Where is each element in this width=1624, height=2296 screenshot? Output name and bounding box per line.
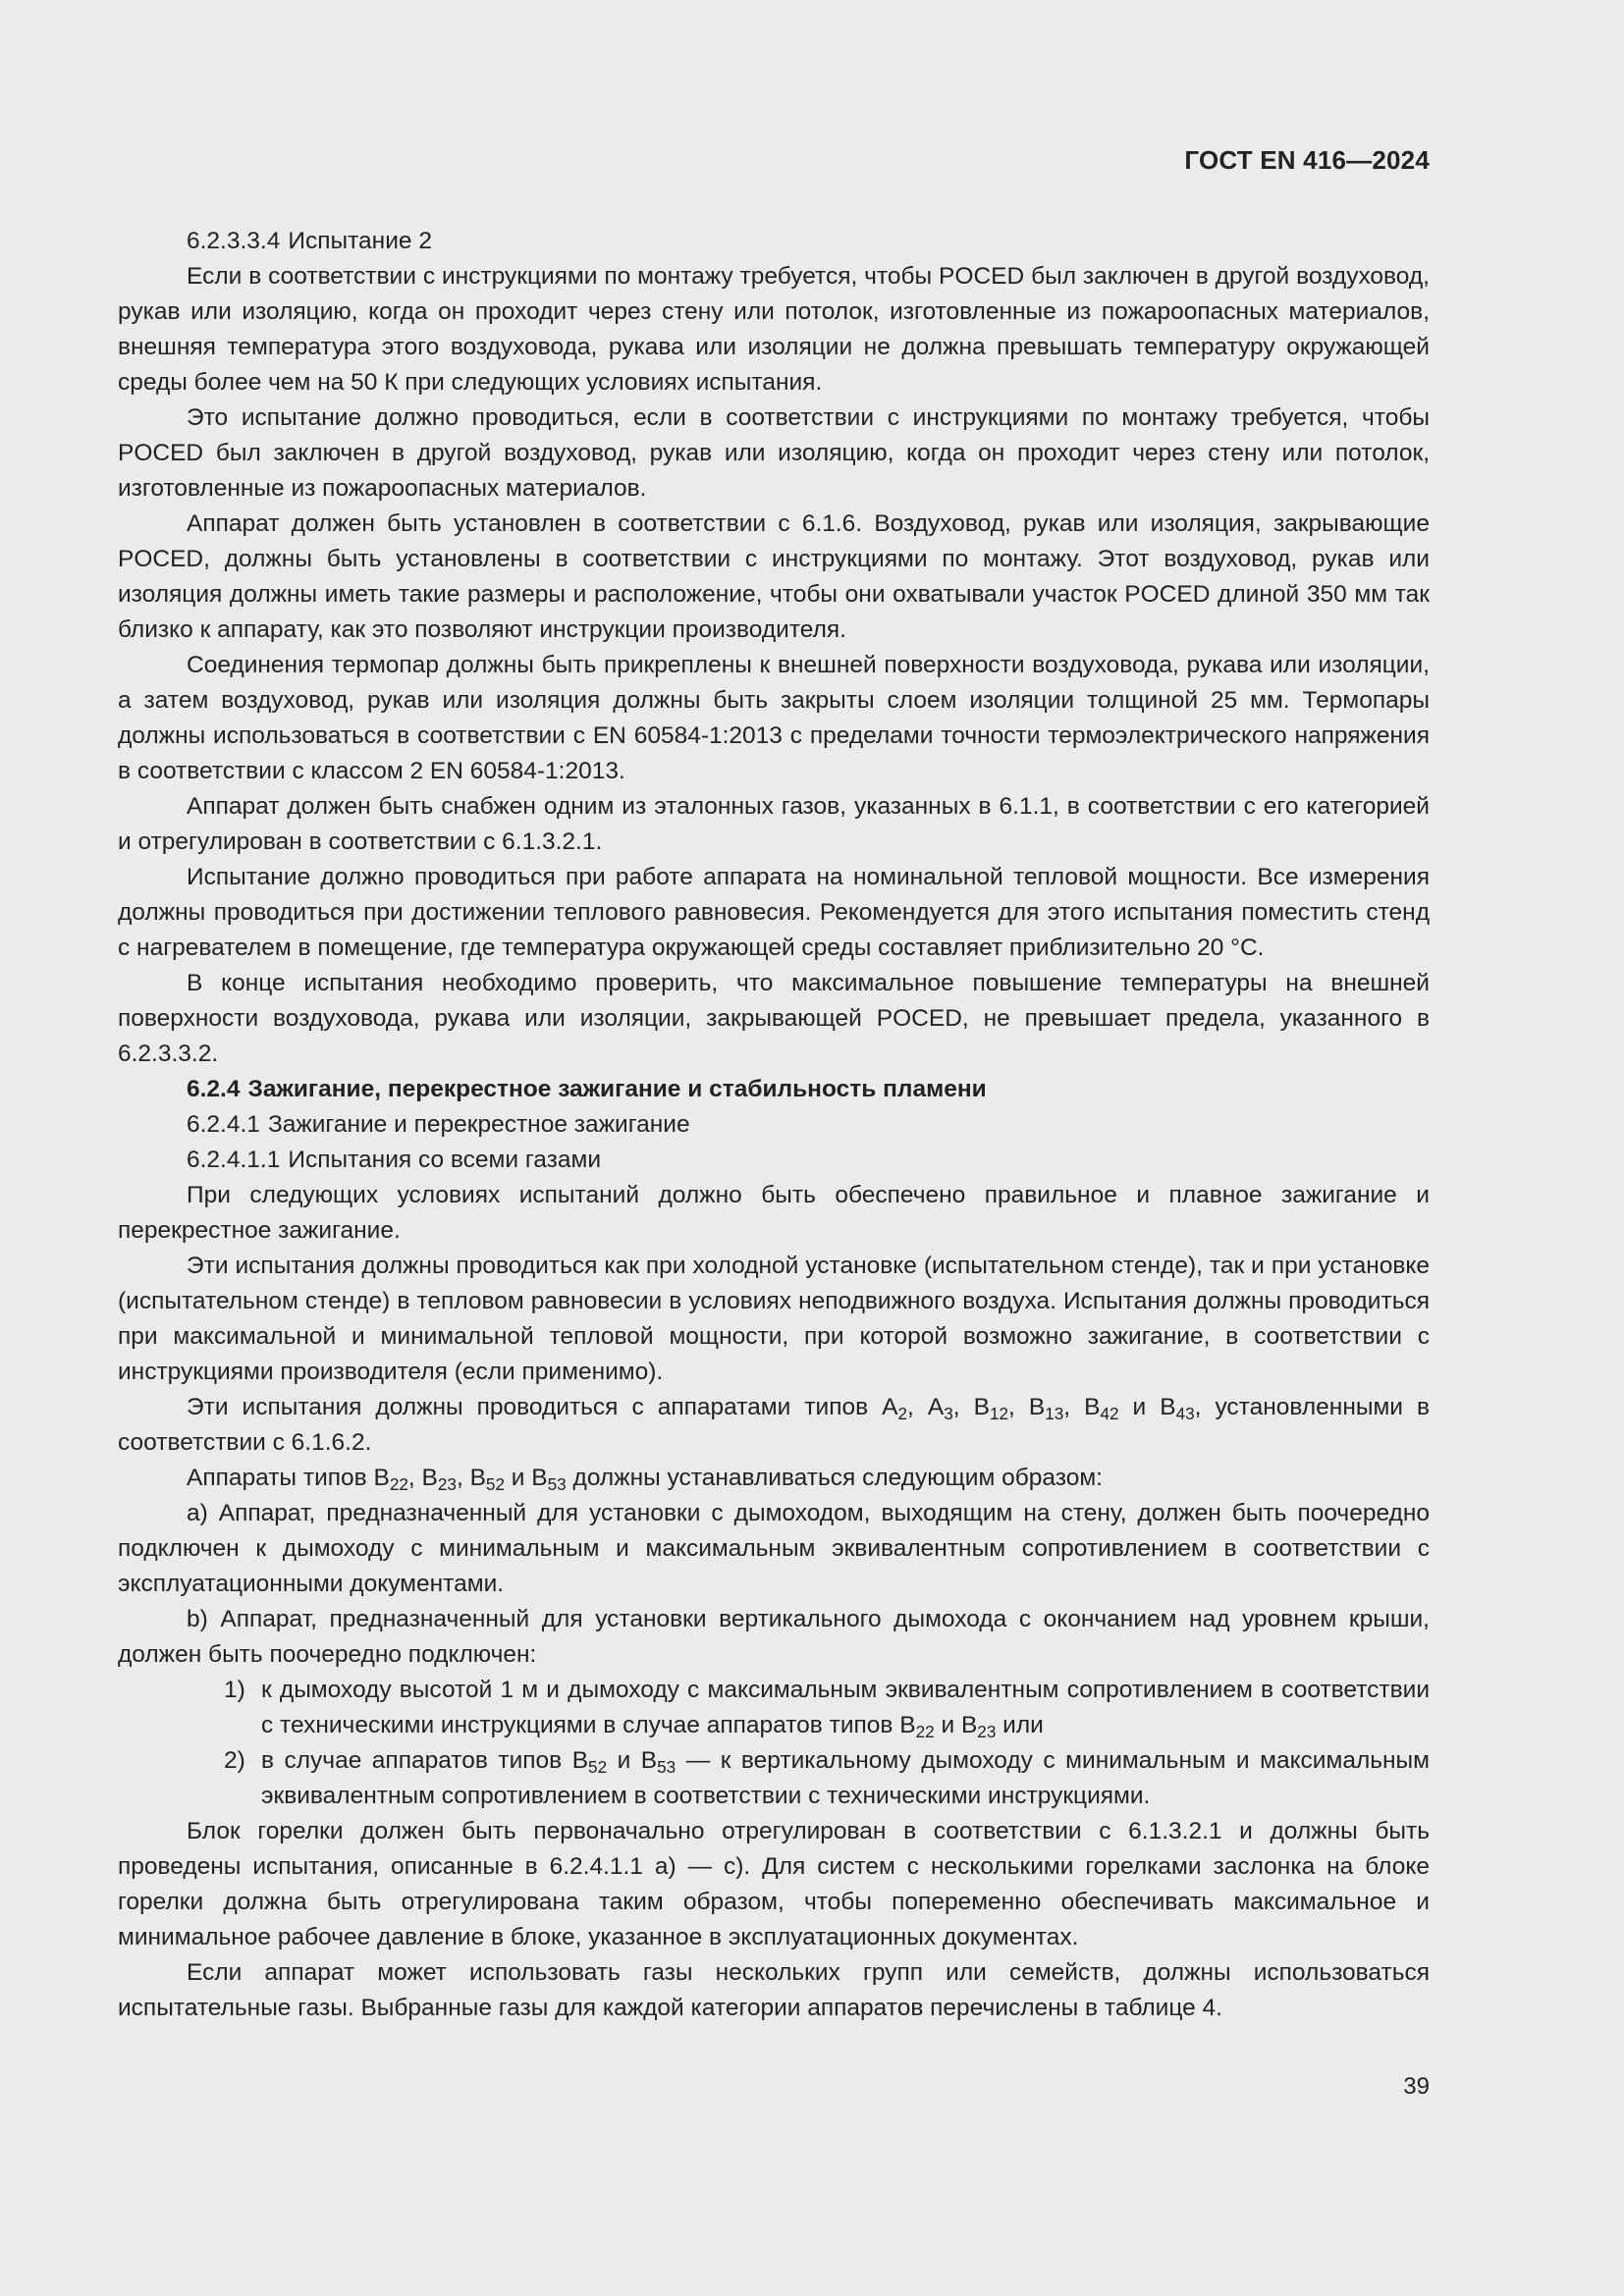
text-run: в случае аппаратов типов В: [261, 1747, 589, 1774]
sub-list-item-1: [118, 1673, 1430, 1743]
subscript: 22: [389, 1474, 408, 1494]
subscript: 23: [977, 1722, 997, 1741]
section-heading-6-2-4: [118, 1072, 1430, 1107]
paragraph: Это испытание должно проводиться, если в соответствии с инструкциями по монтажу требуется, чтобы POCED был заключен в другой воздуховод, рукав или изоляцию, когда он проходит через стену или потолок, изготовленные из пожароопасных материалов.: [118, 404, 1430, 502]
text-run: или: [996, 1712, 1044, 1738]
list-marker: 2): [224, 1747, 245, 1774]
subscript: 43: [1175, 1404, 1195, 1423]
list-item-b: b) Аппарат, предназначенный для установки вертикального дымохода с окончанием над уровнем крыши, должен быть поочередно подключен:: [118, 1606, 1430, 1668]
paragraph: Если в соответствии с инструкциями по монтажу требуется, чтобы POCED был заключен в другой воздуховод, рукав или изоляцию, когда он проходит через стену или потолок, изготовленные из пожароопасных материалов, внешняя температура этого воздуховода, рукава или изоляции не должна превышать температуру окружающей среды более чем на 50 К при следующих условиях испытания.: [118, 263, 1430, 396]
paragraph: Аппарат должен быть снабжен одним из эталонных газов, указанных в 6.1.1, в соответствии с его категорией и отрегулирован в соответствии с 6.1.3.2.1.: [118, 793, 1430, 855]
text-run: и В: [505, 1465, 548, 1491]
text-run: , установленными в соответствии с 6.1.6.2.: [118, 1394, 1431, 1456]
subscript: 53: [657, 1757, 677, 1777]
paragraph: В конце испытания необходимо проверить, что максимальное повышение температуры на внешней поверхности воздуховода, рукава или изоляции, закрывающей POCED, не превышает предела, указанного в 6.2.3.3.2.: [118, 970, 1430, 1067]
section-title: Зажигание, перекрестное зажигание и стабильность пламени: [247, 1076, 987, 1102]
paragraph-appliance-types: [118, 1461, 1430, 1496]
text-run: и В: [934, 1712, 978, 1738]
paragraph: Испытание должно проводиться при работе аппарата на номинальной тепловой мощности. Все измерения должны проводиться при достижении теплового равновесия. Рекомендуется для этого испытания поместить стенд с нагревателем в помещение, где температура окружающей среды составляет приблизительно 20 °С.: [118, 864, 1430, 961]
section-title: Зажигание и перекрестное зажигание: [267, 1111, 690, 1138]
text-run: , В: [1008, 1394, 1046, 1420]
text-run: к дымоходу высотой 1 м и дымоходу с максимальным эквивалентным сопротивлением в соответствии с техническими инструкциями в случае аппаратов типов В: [261, 1677, 1430, 1738]
subscript: 2: [897, 1404, 908, 1423]
text-run: Аппараты типов В: [187, 1465, 390, 1491]
section-heading-6-2-4-1: [118, 1107, 1430, 1143]
list-item-text: [261, 1673, 1430, 1743]
subscript: 3: [944, 1404, 953, 1423]
text-run: , В: [952, 1394, 990, 1420]
subscript: 52: [588, 1757, 608, 1777]
text-run: , В: [407, 1465, 438, 1491]
page-number: 39: [1403, 2073, 1430, 2100]
list-marker: 1): [224, 1677, 245, 1703]
section-title: Испытание 2: [288, 228, 432, 254]
subscript: 23: [437, 1474, 457, 1494]
text-run: , В: [456, 1465, 486, 1491]
section-heading-6-2-3-3-4: [118, 224, 1430, 259]
paragraph: Если аппарат может использовать газы нескольких групп или семейств, должны использоваться испытательные газы. Выбранные газы для каждой категории аппаратов перечислены в таблице 4.: [118, 1959, 1430, 2021]
text-run: — к вертикальному дымоходу с минимальным и максимальным эквивалентным сопротивлением в соответствии с техническими инструкциями.: [261, 1747, 1431, 1809]
standard-designation: ГОСТ EN 416—2024: [1184, 145, 1430, 175]
text-run: Эти испытания должны проводиться с аппаратами типов А: [187, 1394, 898, 1420]
text-run: , В: [1063, 1394, 1101, 1420]
subscript: 52: [485, 1474, 505, 1494]
section-number: 6.2.4.1.1: [187, 1147, 281, 1173]
subscript: 22: [915, 1722, 935, 1741]
text-run: и В: [1118, 1394, 1176, 1420]
list-item-a: a) Аппарат, предназначенный для установки с дымоходом, выходящим на стену, должен быть поочередно подключен к дымоходу с минимальным и максимальным эквивалентным сопротивлением в соответствии с эксплуатационными документами.: [118, 1500, 1430, 1597]
text-run: должны устанавливаться следующим образом:: [566, 1465, 1103, 1491]
paragraph: Эти испытания должны проводиться как при холодной установке (испытательном стенде), так и при установке (испытательном стенде) в тепловом равновесии в условиях неподвижного воздуха. Испытания должны проводиться при максимальной и минимальной тепловой мощности, при которой возможно зажигание, в соответствии с инструкциями производителя (если применимо).: [118, 1253, 1430, 1385]
paragraph-appliance-types: [118, 1390, 1430, 1461]
paragraph: Соединения термопар должны быть прикреплены к внешней поверхности воздуховода, рукава или изоляции, а затем воздуховод, рукав или изоляция должны быть закрыты слоем изоляции толщиной 25 мм. Термопары должны использоваться в соответствии с EN 60584-1:2013 с пределами точности термоэлектрического напряжения в соответствии с классом 2 EN 60584-1:2013.: [118, 652, 1430, 784]
document-body: [118, 224, 1430, 2026]
subscript: 12: [989, 1404, 1009, 1423]
subscript: 53: [547, 1474, 567, 1494]
section-number: 6.2.4: [187, 1076, 241, 1102]
section-title: Испытания со всеми газами: [288, 1147, 602, 1173]
text-run: , А: [907, 1394, 945, 1420]
paragraph: Блок горелки должен быть первоначально отрегулирован в соответствии с 6.1.3.2.1 и должны быть проведены испытания, описанные в 6.2.4.1.1 a) — c). Для систем с несколькими горелками заслонка на блоке горелки должна быть отрегулирована таким образом, чтобы попеременно обеспечивать максимальное и минимальное рабочее давление в блоке, указанное в эксплуатационных документах.: [118, 1818, 1430, 1950]
paragraph: Аппарат должен быть установлен в соответствии с 6.1.6. Воздуховод, рукав или изоляция, закрывающие POCED, должны быть установлены в соответствии с инструкциями по монтажу. Этот воздуховод, рукав или изоляция должны иметь такие размеры и расположение, чтобы они охватывали участок POCED длиной 350 мм так близко к аппарату, как это позволяют инструкции производителя.: [118, 510, 1430, 643]
subscript: 42: [1100, 1404, 1119, 1423]
section-number: 6.2.3.3.4: [187, 228, 281, 254]
sub-list-item-2: [118, 1743, 1430, 1814]
list-item-text: [261, 1743, 1430, 1814]
text-run: и В: [607, 1747, 658, 1774]
subscript: 13: [1045, 1404, 1064, 1423]
section-heading-6-2-4-1-1: [118, 1143, 1430, 1178]
paragraph: При следующих условиях испытаний должно быть обеспечено правильное и плавное зажигание и перекрестное зажигание.: [118, 1182, 1430, 1244]
section-number: 6.2.4.1: [187, 1111, 260, 1138]
